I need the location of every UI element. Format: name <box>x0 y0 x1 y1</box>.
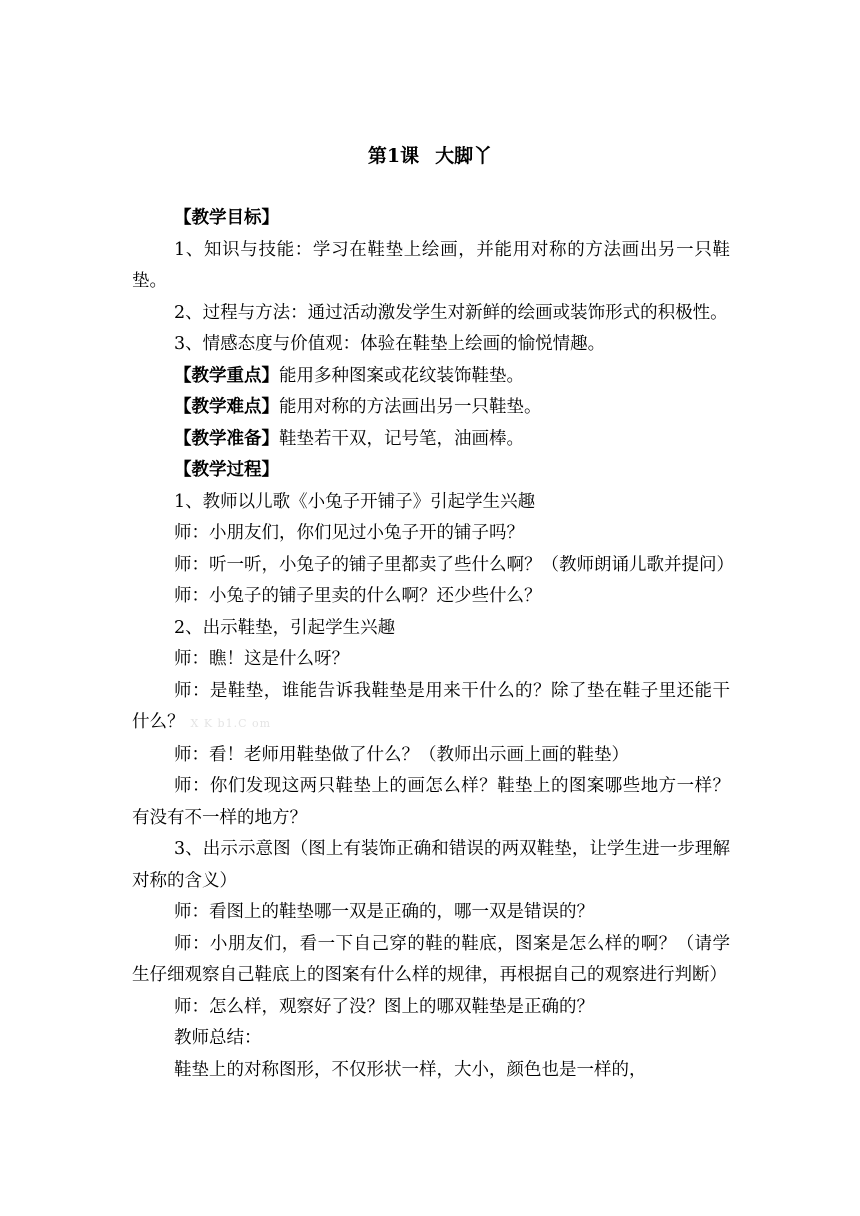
objective-item: 1、知识与技能：学习在鞋垫上绘画，并能用对称的方法画出另一只鞋垫。 <box>132 239 730 291</box>
difficulty <box>132 392 730 424</box>
process-line: 师：怎么样，观察好了没？图上的哪双鞋垫是正确的？ <box>174 996 594 1017</box>
document-body <box>132 203 734 1086</box>
process-line: 鞋垫上的对称图形，不仅形状一样，大小，颜色也是一样的， <box>174 1059 647 1080</box>
objective-item: 2、过程与方法：通过活动激发学生对新鲜的绘画或装饰形式的积极性。 <box>174 302 728 323</box>
preparation-text: 鞋垫若干双，记号笔，油画棒。 <box>279 428 524 449</box>
process-line: 师：你们发现这两只鞋垫上的画怎么样？鞋垫上的图案哪些地方一样？有没有不一样的地方？ <box>132 776 730 828</box>
preparation <box>132 424 730 456</box>
preparation-label: 【教学准备】 <box>174 428 279 449</box>
process-line: 师：看图上的鞋垫哪一双是正确的，哪一双是错误的？ <box>174 902 594 922</box>
objectives-heading: 【教学目标】 <box>174 208 279 228</box>
process-line: 师：听一听，小兔子的铺子里都卖了些什么啊？（教师朗诵儿歌并提问） <box>174 554 734 575</box>
difficulty-text: 能用对称的方法画出另一只鞋垫。 <box>279 397 542 417</box>
process-line: 教师总结： <box>174 1028 262 1048</box>
key-point <box>132 361 730 393</box>
process-line: 师：小朋友们，你们见过小兔子开的铺子吗？ <box>174 523 524 543</box>
difficulty-label: 【教学难点】 <box>174 397 279 417</box>
objective-item: 3、情感态度与价值观：体验在鞋垫上绘画的愉悦情趣。 <box>174 334 606 354</box>
process-line: 3、出示示意图（图上有装饰正确和错误的两双鞋垫，让学生进一步理解对称的含义） <box>132 839 730 891</box>
key-point-text: 能用多种图案或花纹装饰鞋垫。 <box>279 365 524 386</box>
process-heading: 【教学过程】 <box>174 460 279 480</box>
process-line <box>132 676 730 740</box>
lesson-number: 第1课 <box>367 145 420 167</box>
process-line: 1、教师以儿歌《小兔子开铺子》引起学生兴趣 <box>174 491 536 512</box>
process-line-text: 师：是鞋垫，谁能告诉我鞋垫是用来干什么的？除了垫在鞋子里还能干什么？ <box>132 680 730 732</box>
process-line: 师：小兔子的铺子里卖的什么啊？还少些什么？ <box>174 586 542 606</box>
process-line: 师：小朋友们，看一下自己穿的鞋的鞋底，图案是怎么样的啊？（请学生仔细观察自己鞋底上的图案有什么样的规律，再根据自己的观察进行判断） <box>132 933 730 985</box>
lesson-name: 大脚丫 <box>435 145 493 167</box>
process-line: 2、出示鞋垫，引起学生兴趣 <box>174 617 396 638</box>
lesson-title <box>0 140 860 172</box>
process-line: 师：看！老师用鞋垫做了什么？（教师出示画上画的鞋垫） <box>174 744 629 765</box>
key-point-label: 【教学重点】 <box>174 365 279 386</box>
process-line: 师：瞧！这是什么呀？ <box>174 649 349 669</box>
watermark-text: X K b1.C om <box>190 717 272 730</box>
